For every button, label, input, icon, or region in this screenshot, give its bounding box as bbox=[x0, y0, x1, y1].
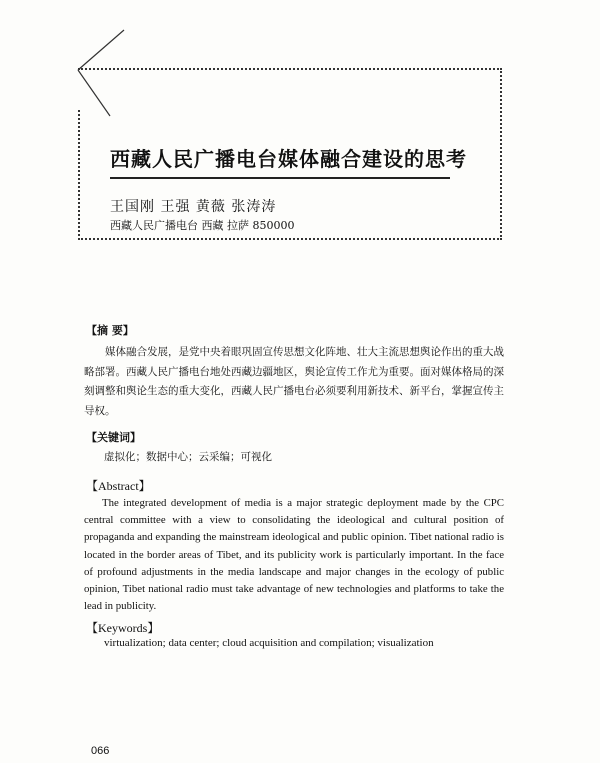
abstract-cn-body: 媒体融合发展，是党中央着眼巩固宣传思想文化阵地、壮大主流思想舆论作出的重大战略部署。西藏人民广播电台地处西藏边疆地区，舆论宣传工作尤为重要。面对媒体格局的深刻调整和舆论生态的重大变化，西藏人民广播电台必须要利用新技术、新平台，掌握宣传主导权。 bbox=[84, 346, 504, 417]
abstract-cn-heading: 【摘 要】 bbox=[86, 324, 134, 337]
keywords-en-heading: 【Keywords】 bbox=[86, 621, 160, 635]
article-title: 西藏人民广播电台媒体融合建设的思考 bbox=[110, 147, 467, 171]
keywords-en-body: virtualization; data center; cloud acquisition and compilation; visualization bbox=[104, 637, 434, 649]
title-frame-left-edge bbox=[78, 110, 80, 240]
page-number: 066 bbox=[91, 745, 110, 757]
keywords-cn-heading: 【关键词】 bbox=[86, 431, 141, 444]
abstract-en-body: The integrated development of media is a major strategic deployment made by the CPC central committee with a view to consolidating the ideological and cultural position of propaganda and expanding the mainstream ideological and public opinion. Tibet national radio is located in the border areas of Tibet, and its publicity work is particularly important. In the face of profound adjustments in the media landscape and major changes in the ecology of public opinion, Tibet national radio must take advantage of new technologies and platforms to take the lead in publicity. bbox=[84, 497, 504, 613]
abstract-en-heading: 【Abstract】 bbox=[86, 479, 151, 493]
authors: 王国刚 王强 黄薇 张涛涛 bbox=[110, 199, 277, 215]
title-underline bbox=[110, 177, 450, 179]
affiliation: 西藏人民广播电台 西藏 拉萨 850000 bbox=[110, 219, 295, 232]
corner-decoration bbox=[72, 26, 132, 126]
keywords-cn-body: 虚拟化；数据中心；云采编；可视化 bbox=[104, 451, 272, 463]
